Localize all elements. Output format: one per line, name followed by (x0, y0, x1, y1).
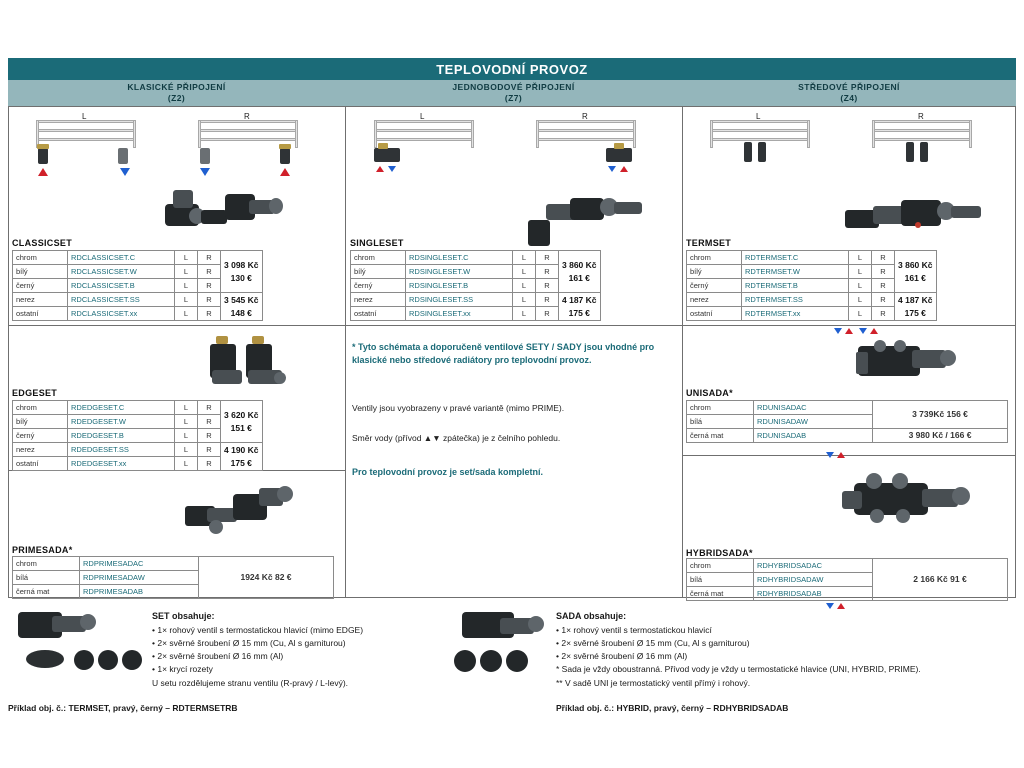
code-cell: RDTERMSET.xx (742, 307, 849, 321)
label-left: L (82, 112, 87, 121)
sada-item: ** V sadě UNI je termostatický ventil přímý i rohový. (556, 677, 751, 688)
set-item: • 2× svěrné šroubení Ø 15 mm (Cu, Al s garniturou) (152, 638, 346, 649)
return-arrow-left (388, 166, 396, 172)
left-cell: L (513, 307, 536, 321)
edgeset-title: EDGESET (12, 388, 58, 398)
left-cell: L (175, 443, 198, 457)
finish-cell: černý (13, 279, 68, 293)
right-cell: R (198, 293, 221, 307)
right-cell: R (872, 265, 895, 279)
finish-cell: nerez (351, 293, 406, 307)
finish-cell: ostatní (351, 307, 406, 321)
valve-right-cap (614, 143, 624, 149)
finish-cell: ostatní (13, 307, 68, 321)
column-code: (Z7) (504, 93, 523, 103)
price-czk: 4 187 Kč (562, 294, 597, 305)
row-divider-left-1 (8, 325, 345, 326)
set-item: • 1× rohový ventil s termostatickou hlavicí (mimo EDGE) (152, 624, 364, 635)
left-cell: L (175, 279, 198, 293)
price-czk: 3 545 Kč (224, 294, 259, 305)
hybridsada-photo (840, 465, 980, 531)
finish-cell: černý (13, 429, 68, 443)
edgeset-photo (208, 336, 318, 390)
return-arrow-left (120, 168, 130, 176)
row-divider-right-1 (682, 325, 1016, 326)
return-arrow-unisada-2 (859, 328, 867, 334)
right-cell: R (872, 279, 895, 293)
column-code: (Z4) (840, 93, 858, 103)
left-cell: L (175, 429, 198, 443)
finish-cell: chrom (687, 251, 742, 265)
price-cell (873, 401, 1008, 429)
primesada-title: PRIMESADA* (12, 545, 73, 555)
note-line-1: * Tyto schémata a doporučeně ventilové SETY / SADY jsou vhodné pro klasické nebo středové radiátory pro teplovodní provoz. (352, 342, 655, 366)
price-czk: 3 860 Kč (898, 259, 933, 270)
supply-arrow-hybrid-bottom (837, 603, 845, 609)
code-cell: RDTERMSET.W (742, 265, 849, 279)
price-eur: 156 € (946, 409, 968, 419)
note-line-4: Pro teplovodní provoz je set/sada kompletní. (352, 467, 544, 477)
supply-arrow-unisada-1 (845, 328, 853, 334)
price-cell-1 (221, 401, 263, 443)
schematic-single (358, 112, 678, 182)
left-cell: L (849, 265, 872, 279)
price-czk: 4 187 Kč (898, 294, 933, 305)
price-eur: 175 € (904, 307, 926, 318)
code-cell: RDHYBRIDSADAW (754, 573, 873, 587)
right-cell: R (198, 429, 221, 443)
table-row (13, 557, 334, 571)
price-eur: 130 € (230, 272, 252, 283)
termset-title: TERMSET (686, 238, 732, 248)
page-title: TEPLOVODNÍ PROVOZ (8, 58, 1016, 80)
table-row (687, 251, 937, 265)
right-cell: R (536, 265, 559, 279)
return-arrow-right (608, 166, 616, 172)
column-title: STŘEDOVÉ PŘIPOJENÍ (798, 82, 900, 93)
label-right: R (918, 112, 924, 121)
column-divider-2 (682, 106, 683, 598)
code-cell: RDEDGESET.SS (68, 443, 175, 457)
valve-single-left-icon (374, 148, 400, 162)
price-eur: 91 € (950, 574, 967, 584)
sada-contents-legend (556, 610, 996, 690)
sada-item: * Sada je vždy oboustranná. Přívod vody je vždy u termostatické hlavice (UNI, HYBRID, PRIME). (556, 664, 921, 675)
right-cell: R (198, 251, 221, 265)
table-row (13, 293, 263, 307)
valve-single-right-icon (606, 148, 632, 162)
finish-cell: bílý (13, 415, 68, 429)
right-cell: R (536, 279, 559, 293)
price-czk: 1924 Kč (240, 572, 273, 582)
classicset-title: CLASSICSET (12, 238, 73, 248)
code-cell: RDCLASSICSET.B (68, 279, 175, 293)
finish-cell: bílá (13, 571, 80, 585)
code-cell: RDPRIMESADAW (80, 571, 199, 585)
edgeset-price-table (12, 400, 263, 471)
left-cell: L (513, 251, 536, 265)
column-header-single (345, 80, 683, 106)
price-czk: 2 166 Kč (913, 574, 948, 584)
valve-mid-right-a (906, 142, 914, 162)
price-cell (199, 557, 334, 599)
right-cell: R (198, 265, 221, 279)
unisada-photo (848, 340, 978, 392)
code-cell: RDSINGLESET.B (406, 279, 513, 293)
valve-mid-left-b (758, 142, 766, 162)
price-czk: 3 860 Kč (562, 259, 597, 270)
finish-cell: bílý (351, 265, 406, 279)
supply-arrow-unisada-2 (870, 328, 878, 334)
left-cell: L (849, 279, 872, 293)
code-cell: RDEDGESET.C (68, 401, 175, 415)
hybridsada-price-table (686, 558, 1008, 601)
price-cell-2 (221, 293, 263, 321)
note-line-3: Směr vody (přívod ▲▼ zpátečka) je z čelního pohledu. (352, 433, 561, 443)
sada-item: • 1× rohový ventil s termostatickou hlavicí (556, 624, 712, 635)
set-contents-title: SET obsahuje: (152, 611, 215, 621)
left-cell: L (513, 279, 536, 293)
code-cell: RDEDGESET.B (68, 429, 175, 443)
supply-arrow-left (376, 166, 384, 172)
price-czk: 3 620 Kč (224, 409, 259, 420)
right-cell: R (872, 293, 895, 307)
finish-cell: bílá (687, 415, 754, 429)
price-eur: 161 € (904, 272, 926, 283)
code-cell: RDHYBRIDSADAB (754, 587, 873, 601)
code-cell: RDTERMSET.B (742, 279, 849, 293)
finish-cell: bílý (687, 265, 742, 279)
valve-left-cap (37, 144, 49, 149)
right-cell: R (536, 251, 559, 265)
valve-left-icon (38, 148, 48, 164)
price-cell-2 (895, 293, 937, 321)
column-title: JEDNOBODOVÉ PŘIPOJENÍ (452, 82, 575, 93)
price-eur: 175 € (568, 307, 590, 318)
price-cell (873, 559, 1008, 601)
code-cell: RDTERMSET.C (742, 251, 849, 265)
right-cell: R (536, 307, 559, 321)
price-czk: 4 190 Kč (224, 444, 259, 455)
price-cell-1 (221, 251, 263, 293)
left-cell: L (513, 265, 536, 279)
code-cell: RDHYBRIDSADAC (754, 559, 873, 573)
price-czk: 3 098 Kč (224, 259, 259, 270)
valve-mid-left-a (744, 142, 752, 162)
classicset-price-table (12, 250, 263, 321)
code-cell: RDUNISADAW (754, 415, 873, 429)
set-item: • 1× krycí rozety (152, 664, 213, 675)
primesada-photo (185, 484, 303, 540)
set-item: U setu rozdělujeme stranu ventilu (R-pravý / L-levý). (152, 677, 349, 688)
finish-cell: černá mat (13, 585, 80, 599)
column-title: KLASICKÉ PŘIPOJENÍ (127, 82, 226, 93)
code-cell: RDUNISADAB (754, 429, 873, 443)
finish-cell: černý (351, 279, 406, 293)
unisada-title: UNISADA* (686, 388, 733, 398)
code-cell: RDCLASSICSET.xx (68, 307, 175, 321)
code-cell: RDSINGLESET.SS (406, 293, 513, 307)
right-cell: R (198, 307, 221, 321)
singleset-photo (518, 190, 648, 248)
left-cell: L (175, 457, 198, 471)
right-cell: R (198, 415, 221, 429)
code-cell: RDCLASSICSET.C (68, 251, 175, 265)
table-row (687, 293, 937, 307)
table-row (13, 251, 263, 265)
return-arrow-unisada-1 (834, 328, 842, 334)
left-cell: L (849, 293, 872, 307)
left-cell: L (849, 307, 872, 321)
singleset-title: SINGLESET (350, 238, 404, 248)
code-cell: RDTERMSET.SS (742, 293, 849, 307)
code-cell: RDPRIMESADAB (80, 585, 199, 599)
singleset-price-table (350, 250, 601, 321)
left-cell: L (175, 265, 198, 279)
label-left: L (756, 112, 761, 121)
right-cell: R (872, 251, 895, 265)
primesada-price-table (12, 556, 334, 599)
valve-right-return-icon (200, 148, 210, 164)
supply-arrow-right (620, 166, 628, 172)
valve-left-return-icon (118, 148, 128, 164)
sada-item: • 2× svěrné šroubení Ø 15 mm (Cu, Al s garniturou) (556, 638, 750, 649)
valve-left-cap (378, 143, 388, 149)
valve-right-cap (279, 144, 291, 149)
table-row (351, 251, 601, 265)
finish-cell: černý (687, 279, 742, 293)
price-eur: 175 € (230, 457, 252, 468)
sada-example: Příklad obj. č.: HYBRID, pravý, černý – RDHYBRIDSADAB (556, 703, 789, 713)
finish-cell: nerez (13, 443, 68, 457)
table-row (687, 401, 1008, 415)
left-cell: L (175, 251, 198, 265)
left-cell: L (175, 307, 198, 321)
finish-cell: chrom (13, 557, 80, 571)
code-cell: RDEDGESET.W (68, 415, 175, 429)
classicset-photo (165, 186, 285, 238)
table-row (351, 293, 601, 307)
price-cell-2 (221, 443, 263, 471)
sada-contents-photo (448, 612, 558, 682)
finish-cell: černá mat (687, 429, 754, 443)
finish-cell: nerez (687, 293, 742, 307)
price-cell-1 (895, 251, 937, 293)
finish-cell: ostatní (687, 307, 742, 321)
note-line-2: Ventily jsou vyobrazeny v pravé variantě (mimo PRIME). (352, 403, 565, 413)
termset-price-table (686, 250, 937, 321)
unisada-price-table (686, 400, 1008, 443)
code-cell: RDCLASSICSET.W (68, 265, 175, 279)
right-cell: R (198, 457, 221, 471)
schematic-middle (694, 112, 1010, 182)
supply-arrow-hybrid (837, 452, 845, 458)
termset-photo (845, 192, 985, 242)
price-czk: 3 739Kč (912, 409, 945, 419)
finish-cell: chrom (13, 401, 68, 415)
sada-contents-title: SADA obsahuje: (556, 611, 627, 621)
code-cell: RDCLASSICSET.SS (68, 293, 175, 307)
price-cell-black: 3 980 Kč / 166 € (873, 429, 1008, 443)
valve-mid-right-b (920, 142, 928, 162)
finish-cell: chrom (687, 559, 754, 573)
label-right: R (244, 112, 250, 121)
finish-cell: chrom (13, 251, 68, 265)
code-cell: RDUNISADAC (754, 401, 873, 415)
finish-cell: ostatní (13, 457, 68, 471)
code-cell: RDEDGESET.xx (68, 457, 175, 471)
column-header-classic (8, 80, 346, 106)
table-row (13, 401, 263, 415)
column-header-middle (682, 80, 1016, 106)
label-right: R (582, 112, 588, 121)
price-eur: 148 € (230, 307, 252, 318)
schematic-classic (20, 112, 340, 182)
return-arrow-hybrid (826, 452, 834, 458)
return-arrow-right (200, 168, 210, 176)
finish-cell: bílý (13, 265, 68, 279)
right-cell: R (198, 279, 221, 293)
code-cell: RDSINGLESET.C (406, 251, 513, 265)
price-eur: 161 € (568, 272, 590, 283)
hybridsada-title: HYBRIDSADA* (686, 548, 753, 558)
left-cell: L (175, 401, 198, 415)
right-cell: R (536, 293, 559, 307)
code-cell: RDSINGLESET.xx (406, 307, 513, 321)
right-cell: R (198, 401, 221, 415)
finish-cell: chrom (351, 251, 406, 265)
price-cell-1 (559, 251, 601, 293)
set-contents-photo (18, 610, 148, 680)
set-example: Příklad obj. č.: TERMSET, pravý, černý – RDTERMSETRB (8, 703, 238, 713)
left-cell: L (175, 415, 198, 429)
finish-cell: bílá (687, 573, 754, 587)
left-cell: L (513, 293, 536, 307)
left-cell: L (175, 293, 198, 307)
table-row (687, 559, 1008, 573)
sada-item: • 2× svěrné šroubení Ø 16 mm (Al) (556, 651, 688, 662)
supply-arrow-right (280, 168, 290, 176)
row-divider-right-2 (682, 455, 1016, 456)
valve-right-icon (280, 148, 290, 164)
price-eur: 82 € (274, 572, 292, 582)
supply-arrow-left (38, 168, 48, 176)
code-cell: RDSINGLESET.W (406, 265, 513, 279)
finish-cell: chrom (687, 401, 754, 415)
finish-cell: černá mat (687, 587, 754, 601)
set-contents-legend (152, 610, 402, 690)
label-left: L (420, 112, 425, 121)
set-item: • 2× svěrné šroubení Ø 16 mm (Al) (152, 651, 284, 662)
table-row (13, 443, 263, 457)
price-eur: 151 € (230, 422, 252, 433)
right-cell: R (198, 443, 221, 457)
column-divider-1 (345, 106, 346, 598)
left-cell: L (849, 251, 872, 265)
table-row (687, 429, 1008, 443)
code-cell: RDPRIMESADAC (80, 557, 199, 571)
price-cell-2 (559, 293, 601, 321)
row-divider-mid-1 (345, 325, 682, 326)
column-code: (Z2) (167, 93, 186, 103)
right-cell: R (872, 307, 895, 321)
return-arrow-hybrid-bottom (826, 603, 834, 609)
finish-cell: nerez (13, 293, 68, 307)
